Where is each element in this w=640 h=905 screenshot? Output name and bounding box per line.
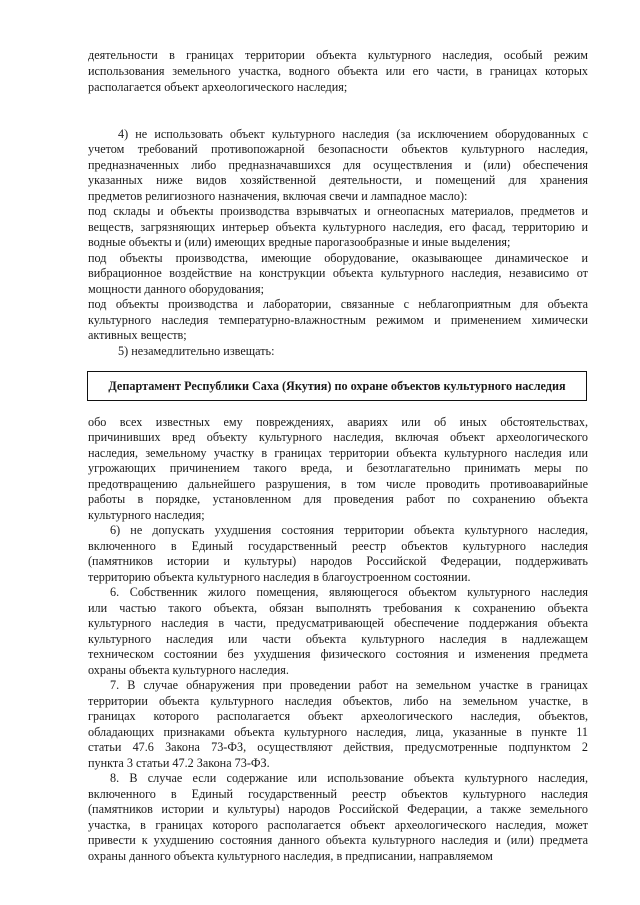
text-line: территории объекта культурного наследия объектов, либо на земельном участке, в xyxy=(88,694,588,708)
text-line: водные объекты и (или) имеющих вредные парогазообразные и иные выделения; xyxy=(88,235,511,249)
text-line: техническом состоянии без ухудшения физического состояния и изменения предмета xyxy=(88,647,588,661)
text-line: веществ, загрязняющих интерьер объекта культурного наследия, его фасад, территорию и xyxy=(88,220,588,234)
text-line: пункта 3 статьи 47.2 Закона 73-ФЗ. xyxy=(88,756,270,770)
text-line: границах которого располагается объект археологического наследия, объектов, xyxy=(88,709,588,723)
text-line: статьи 47.6 Закона 73-ФЗ, осуществляют действия, предусмотренные подпунктом 2 xyxy=(88,740,588,754)
text-line: под объекты производства и лаборатории, связанные с неблагоприятным для объекта xyxy=(88,297,588,311)
text-line: под объекты производства, имеющие оборудование, оказывающее динамическое и xyxy=(88,251,588,265)
text-line: обо всех известных ему повреждениях, авариях или об иных обстоятельствах, xyxy=(88,415,588,429)
text-line: располагается объект археологического наследия; xyxy=(88,80,348,94)
text-line: наследия, земельному участку в границах территории объекта культурного наследия или xyxy=(88,446,588,460)
text-line: (памятников истории и культуры) народов Российской Федерации, а также земельного xyxy=(88,802,588,816)
text-line: угрожающих причинением такого вреда, и безотлагательно принимать меры по xyxy=(88,461,588,475)
text-line: предметов религиозного назначения, включая свечи и лампадное масло): xyxy=(88,189,468,203)
text-line: охраны данного объекта культурного наследия, в предписании, направляемом xyxy=(88,849,493,863)
text-line: территорию объекта культурного наследия в благоустроенном состоянии. xyxy=(88,570,471,584)
text-line: включенного в Единый государственный реестр объектов культурного наследия xyxy=(88,539,588,553)
text-line: обладающих признаками объекта культурного наследия, лица, указанные в пункте 11 xyxy=(88,725,588,739)
text-line: культурного наследия температурно-влажностным режимом и применением химически xyxy=(88,313,588,327)
text-line: 6) не допускать ухудшения состояния территории объекта культурного наследия, xyxy=(110,523,588,537)
text-line: включенного в Единый государственный реестр объектов культурного наследия xyxy=(88,787,588,801)
text-line: культурного наследия в части, предусматривающей обеспечение поддержания объекта xyxy=(88,616,588,630)
text-line: мощности данного оборудования; xyxy=(88,282,264,296)
text-line: 5) незамедлительно извещать: xyxy=(118,344,275,358)
text-line: под склады и объекты производства взрывчатых и огнеопасных материалов, предметов и xyxy=(88,204,588,218)
text-line: указанных ниже видов хозяйственной деятельности, и помещений для хранения xyxy=(88,173,588,187)
text-line: активных веществ; xyxy=(88,328,187,342)
text-line: 6. Собственник жилого помещения, являющегося объектом культурного наследия xyxy=(110,585,588,599)
text-line: работы в порядке, установленном для проведения работ по сохранению объекта xyxy=(88,492,588,506)
text-line: предотвращению дальнейшего разрушения, в том числе проводить противоаварийные xyxy=(88,477,588,491)
text-line: культурного наследия или части объекта культурного наследия в надлежащем xyxy=(88,632,588,646)
text-line: деятельности в границах территории объекта культурного наследия, особый режим xyxy=(88,48,588,62)
text-line: привести к ухудшению состояния данного объекта культурного наследия и (или) предмета xyxy=(88,833,588,847)
text-line: (памятников истории и культуры) народов Российской Федерации, поддерживать xyxy=(88,554,588,568)
department-banner: Департамент Республики Саха (Якутия) по охране объектов культурного наследия xyxy=(87,371,587,401)
text-line: предназначенных либо предназначавшихся для осуществления и (или) обеспечения xyxy=(88,158,588,172)
text-line: участка, в границах которого располагается объект археологического наследия, может xyxy=(88,818,588,832)
text-line: или частью такого объекта, обязан выполнять требования к сохранению объекта xyxy=(88,601,588,615)
text-line: культурного наследия; xyxy=(88,508,205,522)
text-line: учетом требований противопожарной безопасности объектов культурного наследия, xyxy=(88,142,588,156)
text-line: охраны объекта культурного наследия. xyxy=(88,663,289,677)
text-line: 8. В случае если содержание или использование объекта культурного наследия, xyxy=(110,771,588,785)
text-line: причинивших вред объекту культурного наследия, включая объект археологического xyxy=(88,430,588,444)
text-line: вибрационное воздействие на конструкции объекта культурного наследия, независимо от xyxy=(88,266,588,280)
text-line: использования земельного участка, водного объекта или его части, в границах которых xyxy=(88,64,588,78)
text-line: 4) не использовать объект культурного наследия (за исключением оборудованных с xyxy=(118,127,588,141)
text-line: 7. В случае обнаружения при проведении работ на земельном участке в границах xyxy=(110,678,588,692)
